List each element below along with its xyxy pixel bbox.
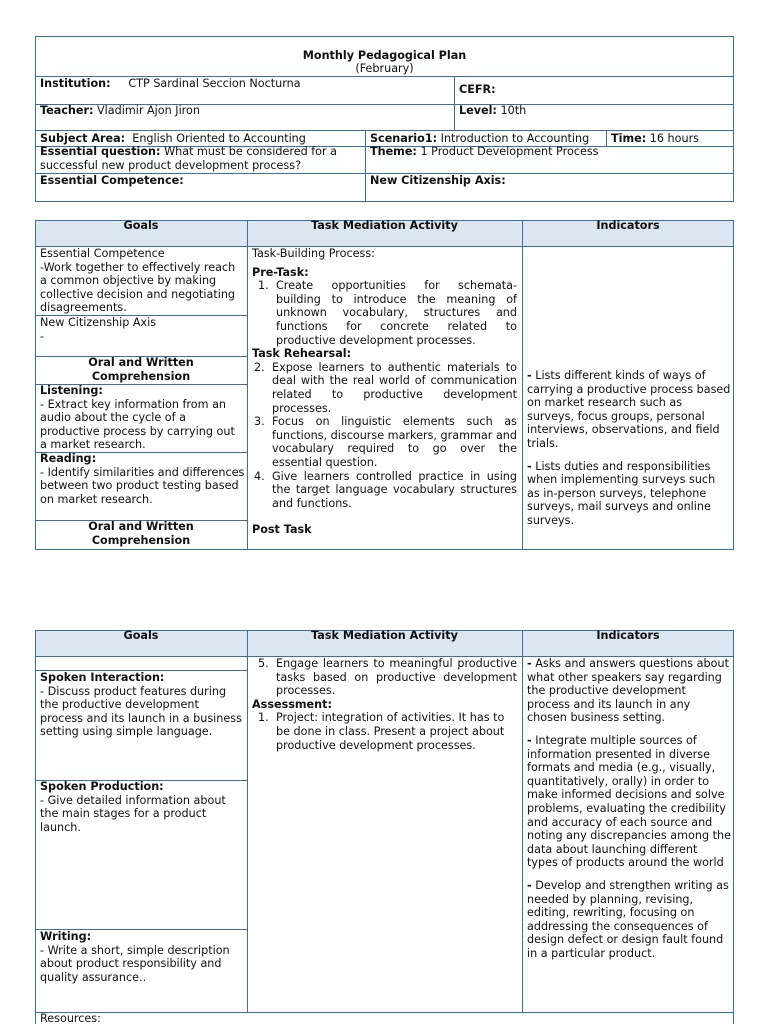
col-goals: Goals — [123, 219, 159, 232]
assessment-title: Assessment: — [252, 697, 332, 711]
si-title: Spoken Interaction: — [40, 671, 165, 684]
indicator-item: - Lists different kinds of ways of carrying a productive process based on market research such as surveys, focus groups, personal interviews, observations, and field trials. — [527, 369, 731, 450]
level-value: 10th — [500, 104, 527, 117]
indicator-item: - Asks and answers questions about what other speakers say regarding the productive development process and its launch in any chosen business setting. — [527, 657, 729, 725]
subject-value: English Oriented to Accounting — [132, 132, 306, 145]
listening-title: Listening: — [40, 384, 103, 397]
list-item: 3. Focus on linguistic elements such as functions, discourse markers, grammar and vocabulary required to go over the essential question. — [254, 415, 517, 469]
goals-cell-writing — [40, 930, 245, 984]
si-text: - Discuss product features during the productive development process and its launch in a business setting using simple language. — [40, 684, 242, 739]
col-goals-2: Goals — [123, 629, 159, 642]
listening-text: - Extract key information from an audio about the cycle of a productive process by carrying out a market research. — [40, 397, 235, 452]
eq-value-2: successful new product development process? — [40, 159, 302, 172]
institution-label: Institution: — [40, 77, 111, 90]
task-list-2 — [252, 657, 517, 698]
time-field — [611, 132, 699, 146]
institution-value: CTP Sardinal Seccion Nocturna — [128, 77, 301, 90]
goals-cell-reading — [40, 452, 245, 506]
col-task-mediation: Task Mediation Activity — [311, 219, 458, 232]
task-rehearsal-title: Task Rehearsal: — [252, 347, 352, 361]
goals-cell-citizenship — [40, 316, 245, 343]
scenario-value: Introduction to Accounting — [440, 132, 590, 145]
sp-title: Spoken Production: — [40, 780, 164, 793]
task-cell-2 — [252, 657, 517, 752]
indicator-item: - Integrate multiple sources of information presented in diverse formats and media (e.g., visually, quantitatively, orally) in order to make informed decisions and solve problems, evaluating the credibility and accuracy of each source and noting any discrepancies among the data about launching different types of products around the world — [527, 733, 732, 870]
post-task-title: Post Task — [252, 523, 312, 537]
reading-title: Reading: — [40, 452, 97, 465]
pretask-title: Pre-Task: — [252, 265, 309, 279]
scenario-label: Scenario1: — [370, 132, 438, 145]
subject-label: Subject Area: — [40, 132, 126, 145]
eq-label: Essential question: — [40, 145, 161, 158]
level-field — [459, 104, 526, 118]
w-text: - Write a short, simple description about product responsibility and quality assurance.. — [40, 943, 230, 984]
teacher-value: Vladimir Ajon Jiron — [97, 104, 200, 117]
goals-cell-essential-competence — [40, 247, 245, 315]
task-cell-1 — [252, 247, 517, 537]
rehearsal-list — [252, 361, 517, 511]
list-item: 1. Create opportunities for schemata-building to introduce the meaning of unknown vocabulary, structures and functions for concrete related to productive development processes. — [258, 279, 517, 347]
citizenship-axis-label: New Citizenship Axis: — [370, 174, 506, 187]
theme-field — [370, 145, 599, 159]
indicators-cell-1 — [527, 369, 731, 537]
plan-month: (February) — [355, 62, 414, 75]
teacher-field — [40, 104, 200, 118]
w-title: Writing: — [40, 930, 92, 943]
teacher-label: Teacher: — [40, 104, 94, 117]
plan-title: Monthly Pedagogical Plan — [302, 49, 467, 62]
level-label: Level: — [459, 104, 497, 117]
theme-value: 1 Product Development Process — [420, 145, 599, 158]
essential-competence-label: Essential Competence: — [40, 174, 184, 187]
col-indicators: Indicators — [596, 219, 660, 232]
owc-heading-2: Oral and Written Comprehension — [88, 520, 194, 547]
indicator-item: - Develop and strengthen writing as needed by planning, revising, editing, rewriting, focusing on addressing the consequences of design defect or design fault found in a particular product. — [527, 878, 729, 960]
ec-text: -Work together to effectively reach a common objective by making collective decision and negotiating disagreements. — [40, 260, 236, 315]
goals-cell-spoken-production — [40, 780, 245, 834]
indicator-item: - Lists duties and responsibilities when implementing surveys such as in-person surveys, telephone surveys, mail surveys and online surveys. — [527, 459, 716, 527]
sp-text: - Give detailed information about the main stages for a product launch. — [40, 793, 226, 834]
indicators-cell-2 — [527, 657, 731, 969]
time-label: Time: — [611, 132, 647, 145]
list-item: 1. Project: integration of activities. It has to be done in class. Present a project about productive development processes. — [258, 711, 505, 752]
task-intro: Task-Building Process: — [252, 247, 375, 260]
time-value: 16 hours — [649, 132, 699, 145]
essential-question — [40, 145, 337, 159]
col-task-mediation-2: Task Mediation Activity — [311, 629, 458, 642]
list-item: 2. Expose learners to authentic materials to deal with the real world of communication related to productive development processes. — [254, 360, 517, 415]
eq-value-1: What must be considered for a — [164, 145, 338, 158]
theme-label: Theme: — [370, 145, 417, 158]
cefr-label: CEFR: — [459, 83, 496, 96]
institution-field — [40, 77, 301, 91]
scenario-field — [370, 132, 589, 146]
resources-label: Resources: — [40, 1012, 101, 1025]
goals-cell-listening — [40, 384, 245, 452]
reading-text: - Identify similarities and differences between two product testing based on market research. — [40, 465, 245, 506]
ec-title: Essential Competence — [40, 247, 165, 260]
col-indicators-2: Indicators — [596, 629, 660, 642]
subject-field — [40, 132, 306, 146]
nca-text: - — [40, 329, 45, 343]
goals-cell-spoken-interaction — [40, 671, 245, 739]
list-item: 4. Give learners controlled practice in using the target language vocabulary structures and functions. — [254, 469, 517, 510]
owc-heading: Oral and Written Comprehension — [88, 356, 194, 383]
pretask-list — [252, 279, 517, 347]
list-item: 5. Engage learners to meaningful productive tasks based on productive development processes. — [258, 657, 517, 698]
nca-title: New Citizenship Axis — [40, 316, 157, 329]
assessment-list — [252, 711, 517, 752]
